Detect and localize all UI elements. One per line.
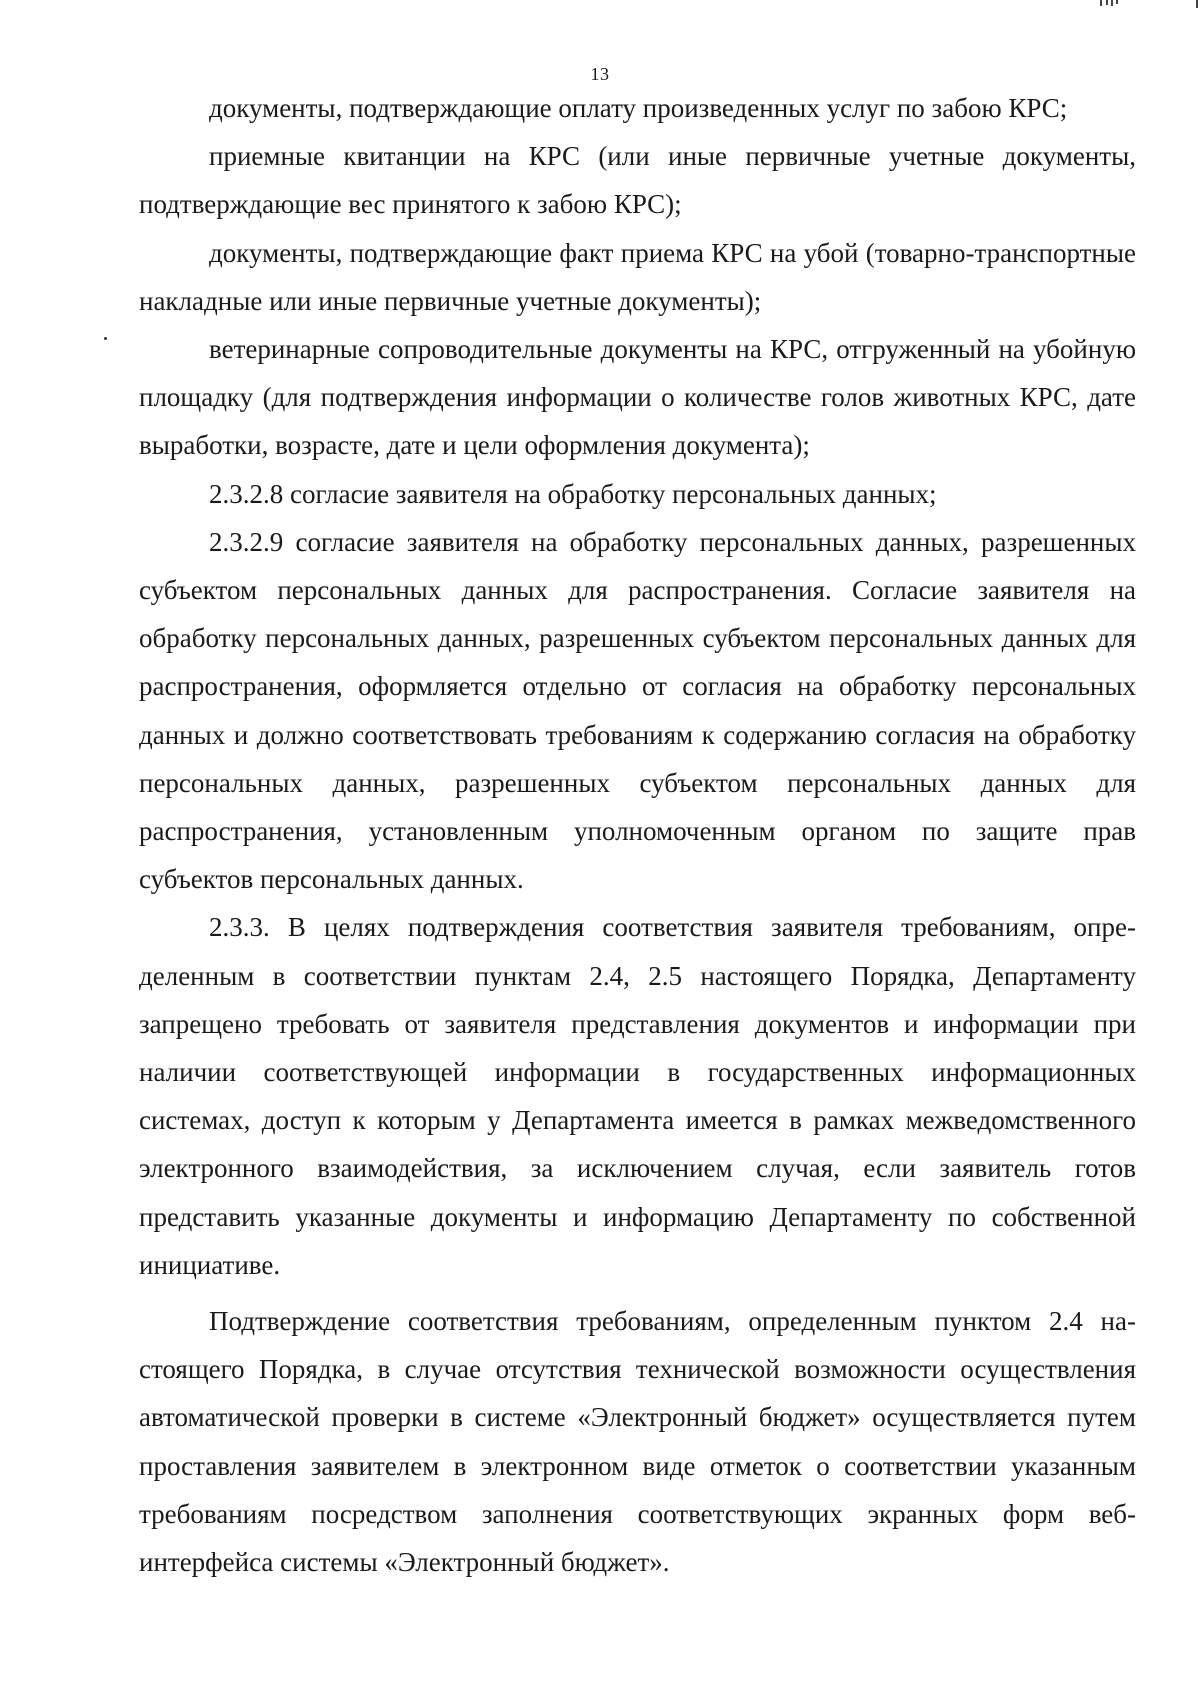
scan-speck (104, 337, 107, 340)
paragraph-confirmation: Подтверждение соответствия требованиям, определенным пунктом 2.4 настоящего Порядка, в случае отсутствия технической возможности осуществления автоматической проверки в системе «Электронный бюджет» осуществляется путем проставления заявителем в электронном виде отметок о соответствии указанным требованиям посредством заполнения соответствующих экранных форм веб-интерфейса системы «Электронный бюджет». (139, 1306, 1136, 1578)
document-body (139, 84, 1136, 1586)
paragraph-payment-docs: документы, подтверждающие оплату произведенных услуг по забою КРС; (209, 93, 1068, 123)
paragraph-2-3-3: 2.3.3. В целях подтверждения соответствия заявителя требованиям, определенным в соответствии пунктам 2.4, 2.5 настоящего Порядка, Департаменту запрещено требовать от заявителя представления документов и информации при наличии соответствующей информации в государственных информационных системах, доступ к которым у Департамента имеется в рамках межведомственного электронного взаимодействия, за исключением случая, если заявитель готов представить указанные документы и информацию Департаменту по собственной инициативе. (139, 912, 1136, 1280)
paragraph-2-3-2-8: 2.3.2.8 согласие заявителя на обработку персональных данных; (209, 478, 937, 509)
paragraph-veterinary-docs: ветеринарные сопроводительные документы на КРС, отгруженный на убойную площадку (для подтверждения информации о количестве голов животных КРС, дате выработки, возрасте, дате и цели оформления документа); (139, 334, 1136, 461)
paragraph-receipts: приемные квитанции на КРС (или иные первичные учетные документы, подтверждающие вес принятого к забою КРС); (139, 141, 1136, 220)
paragraph-2-3-2-9: 2.3.2.9 согласие заявителя на обработку персональных данных, разрешенных субъектом персональных данных для распространения. Согласие заявителя на обработку персональных данных, разрешенных субъектом персональных данных для распространения, оформляется отдельно от согласия на обработку персональных данных и должно соответствовать требованиям к содержанию согласия на обработку персональных данных, разрешенных субъектом персональных данных для распространения, установленным уполномоченным органом по защите прав субъектов персональных данных. (139, 526, 1136, 895)
paragraph-acceptance-docs: документы, подтверждающие факт приема КРС на убой (товарно-транспортные накладные или иные первичные учетные документы); (139, 237, 1136, 316)
scan-edge-marks (1090, 0, 1200, 8)
page-number: 13 (590, 64, 610, 84)
